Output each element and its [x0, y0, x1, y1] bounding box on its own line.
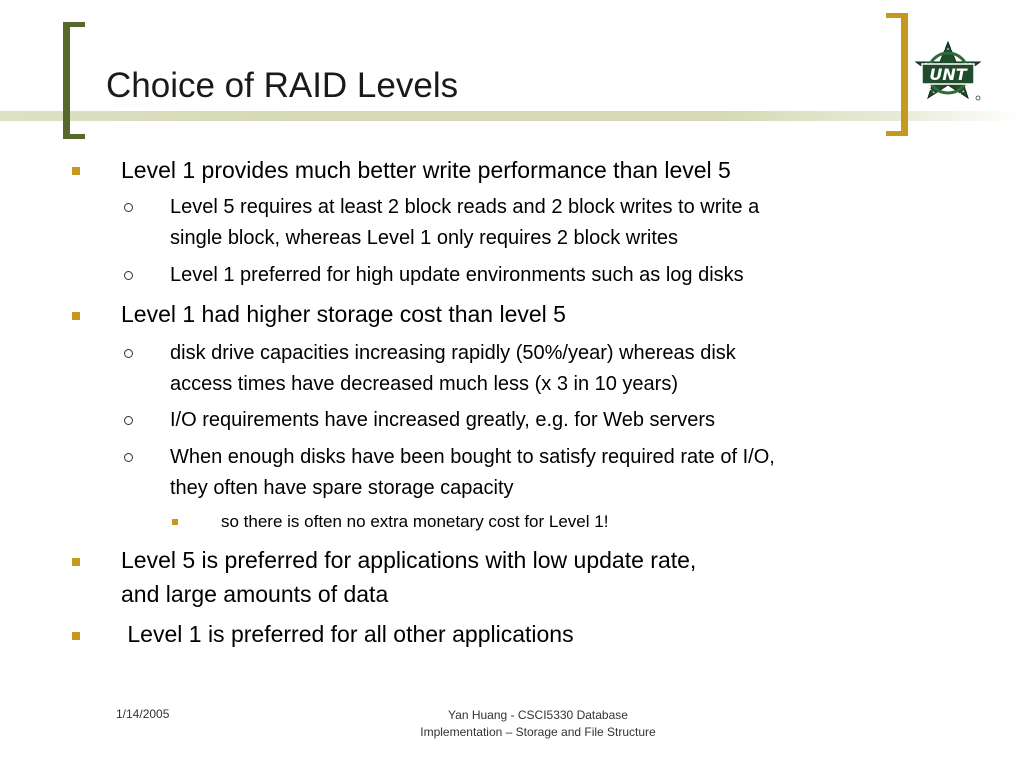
sub-bullet-item-continued: single block, whereas Level 1 only requires 2 block writes — [170, 227, 679, 249]
ring-bullet-icon — [124, 453, 133, 462]
footer-caption-line1: Yan Huang - CSCI5330 Database — [448, 708, 628, 722]
sub-bullet-item: disk drive capacities increasing rapidly (50%/year) whereas disk — [170, 342, 736, 364]
bullet-item: Level 1 had higher storage cost than level 5 — [121, 301, 566, 327]
bullet-item-continued: and large amounts of data — [121, 581, 389, 607]
sub-bullet-item-continued: they often have spare storage capacity — [170, 477, 514, 499]
sub-sub-bullet-item: so there is often no extra monetary cost for Level 1! — [221, 512, 609, 531]
slide-title: Choice of RAID Levels — [106, 66, 459, 105]
sub-bullet-item: Level 5 requires at least 2 block reads and 2 block writes to write a — [170, 196, 760, 218]
ring-bullet-icon — [124, 271, 133, 280]
footer-caption-line2: Implementation – Storage and File Structure — [420, 725, 656, 739]
footer-caption — [340, 707, 736, 741]
ring-bullet-icon — [124, 203, 133, 212]
bullet-item: Level 1 is preferred for all other applications — [121, 621, 574, 647]
ring-bullet-icon — [124, 416, 133, 425]
sub-bullet-item: When enough disks have been bought to satisfy required rate of I/O, — [170, 446, 775, 468]
square-bullet-icon — [72, 558, 80, 566]
square-bullet-icon — [72, 312, 80, 320]
bullet-item: Level 1 provides much better write performance than level 5 — [121, 157, 731, 183]
sub-bullet-item: I/O requirements have increased greatly, e.g. for Web servers — [170, 409, 716, 431]
sub-bullet-item-continued: access times have decreased much less (x 3 in 10 years) — [170, 373, 678, 395]
logo-text: UNT — [929, 65, 967, 84]
square-bullet-icon — [172, 519, 178, 525]
square-bullet-icon — [72, 167, 80, 175]
square-bullet-icon — [72, 632, 80, 640]
bullet-item: Level 5 is preferred for applications with low update rate, — [121, 547, 697, 573]
footer-date: 1/14/2005 — [116, 707, 170, 721]
ring-bullet-icon — [124, 349, 133, 358]
sub-bullet-item: Level 1 preferred for high update environments such as log disks — [170, 264, 744, 286]
